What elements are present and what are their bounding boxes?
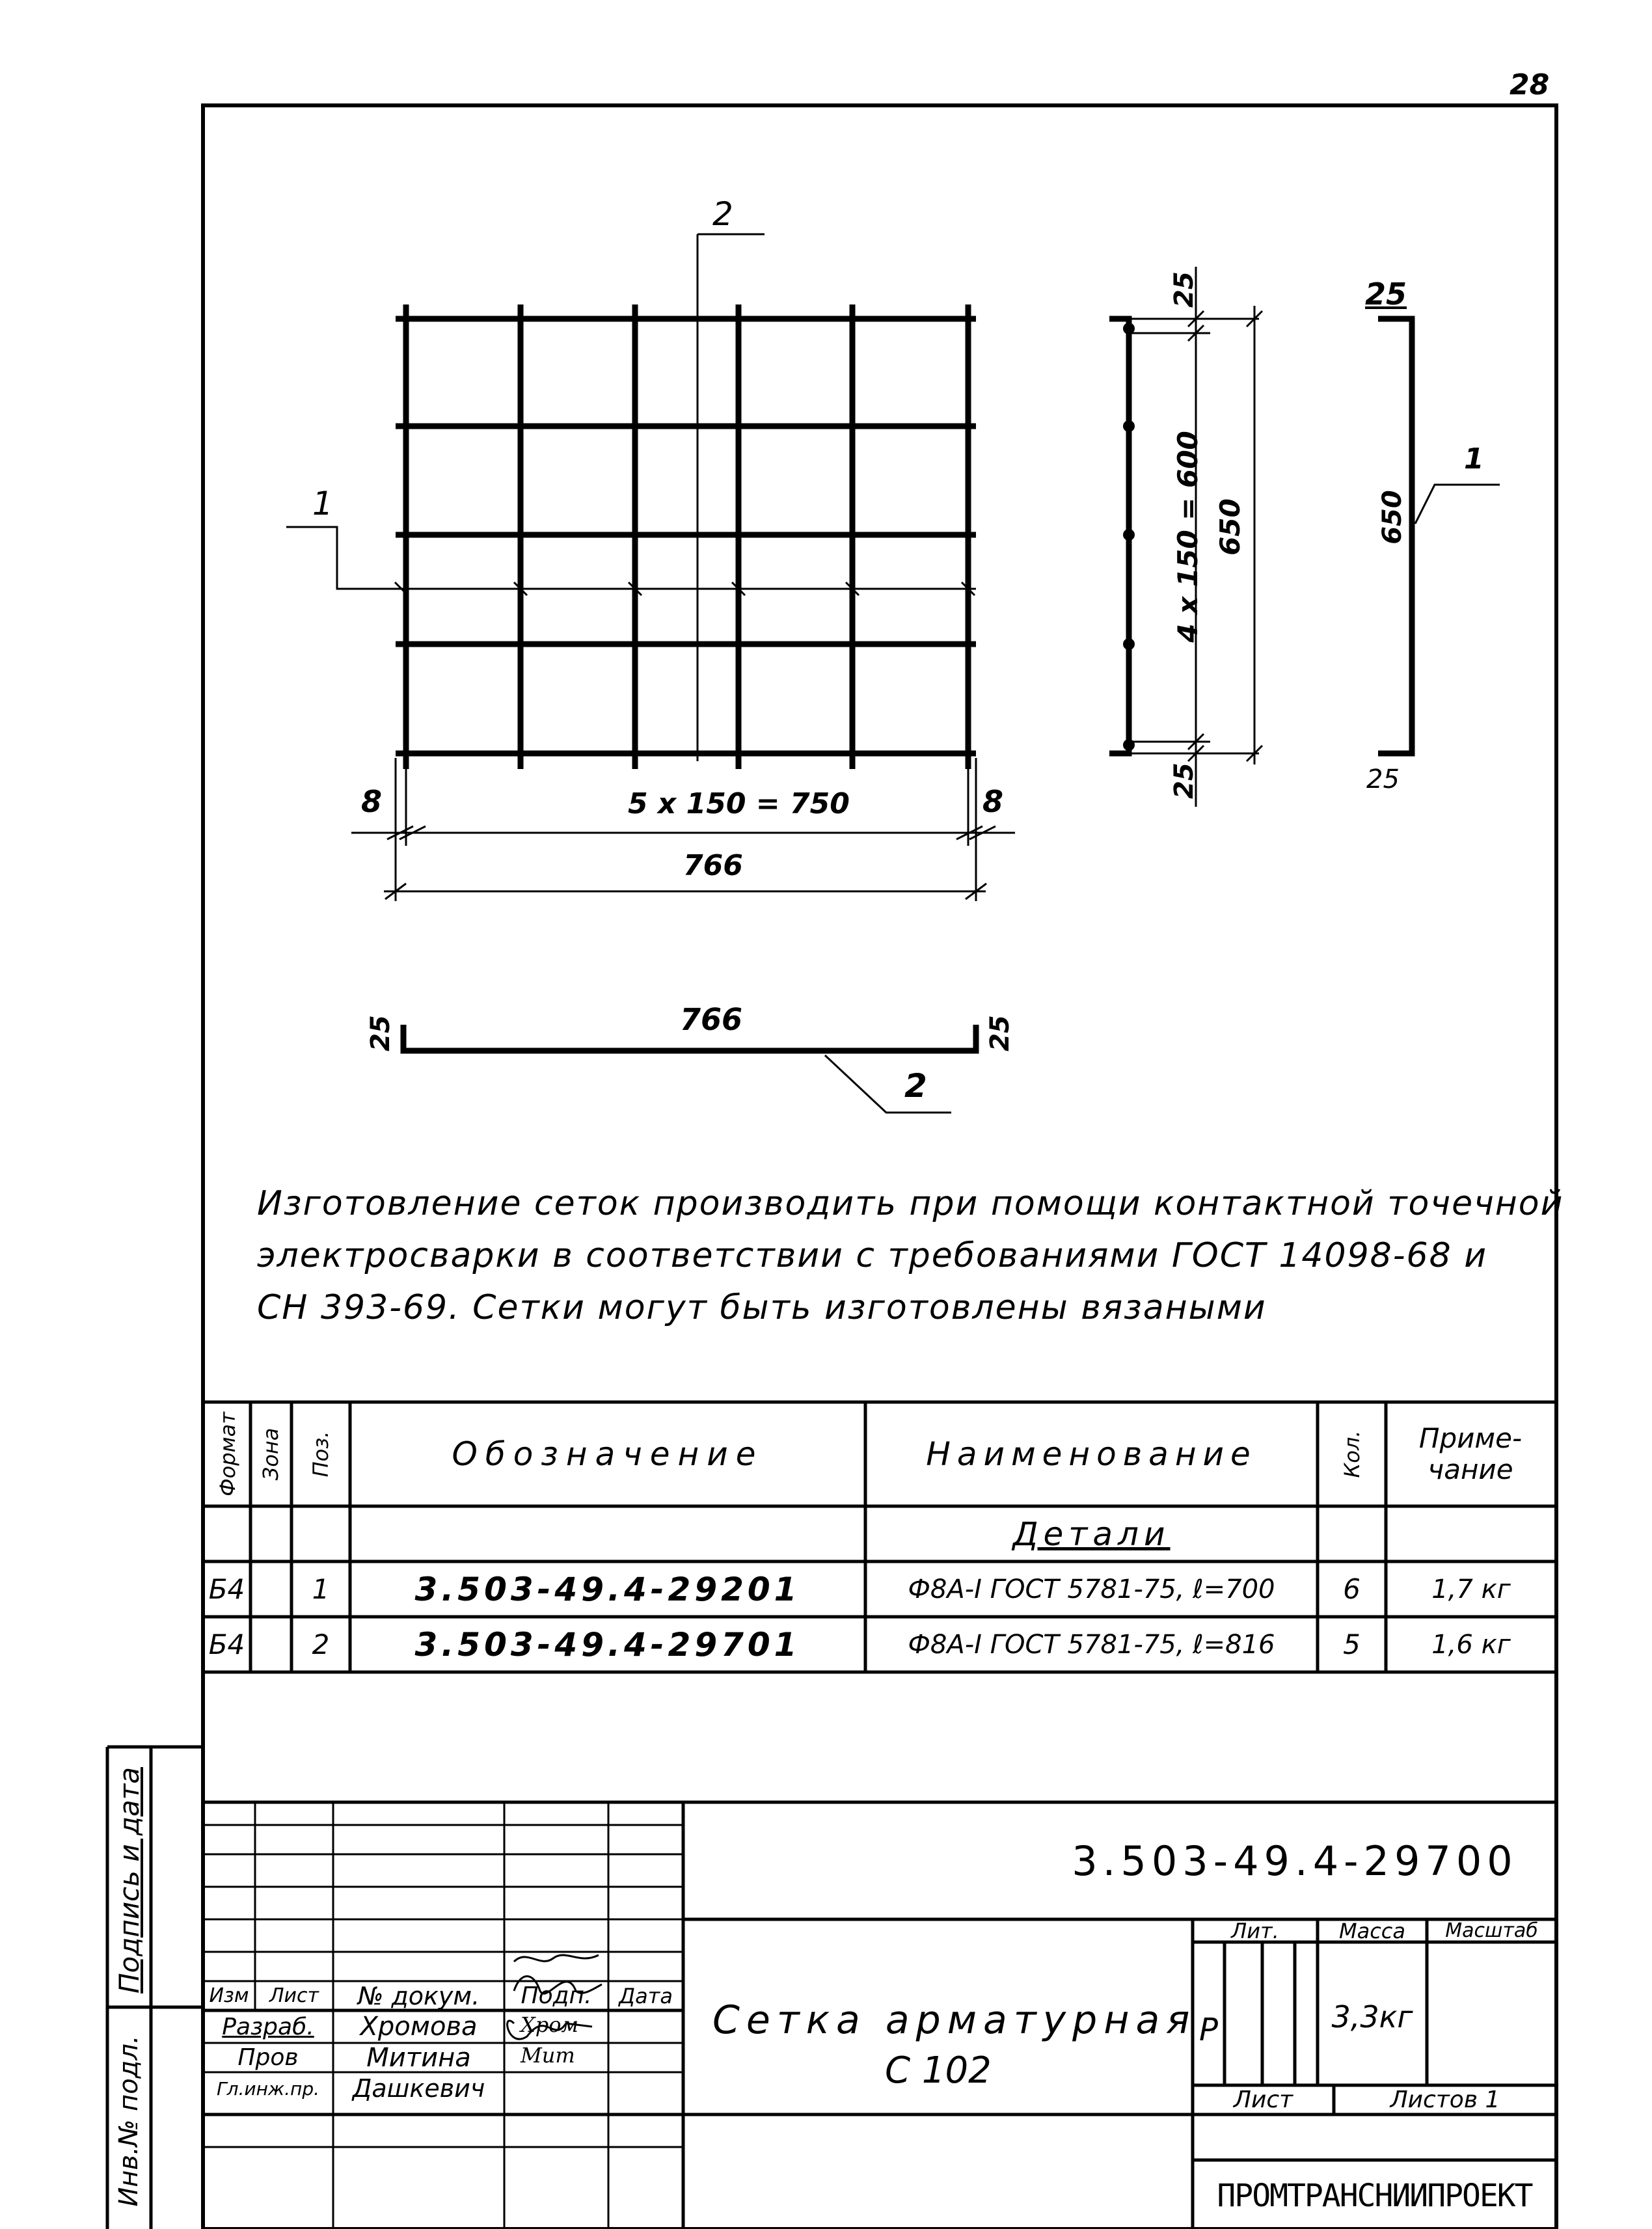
mesh-pos-2-label: 2	[712, 195, 733, 233]
signature-khromova	[514, 1955, 599, 1962]
side-stamp-inv-no: Инв.№ подл.	[114, 2035, 144, 2207]
row2-note: 1,6 кг	[1431, 1629, 1511, 1660]
row1-format: Б4	[208, 1573, 245, 1605]
mesh-pos-1-label: 1	[312, 485, 333, 522]
page-number: 28	[1510, 68, 1550, 101]
hdr-sign: Подп.	[521, 1982, 592, 2009]
hdr-designation: Обозначение	[452, 1435, 764, 1473]
hdr-name: Наименование	[926, 1435, 1257, 1473]
section-title: Детали	[1012, 1515, 1171, 1553]
mesh-dim-total: 766	[683, 849, 743, 882]
row1-note: 1,7 кг	[1431, 1574, 1511, 1604]
note-line-1: Изготовление сеток производить при помощи контактной точечной	[257, 1184, 1564, 1223]
side-dim-bottom: 25	[1169, 763, 1199, 799]
name-developer: Хромова	[360, 2012, 478, 2042]
mass-label: Масса	[1338, 1918, 1405, 1943]
bar2-pos-label: 2	[904, 1067, 927, 1105]
role-chief-engineer: Гл.инж.пр.	[216, 2077, 319, 2100]
signature-1-text: Хром	[521, 2012, 579, 2037]
hdr-note: Приме-чание	[1418, 1422, 1523, 1485]
side-stamp-sign-date: Подпись и дата	[113, 1767, 145, 1993]
side-dim-top: 25	[1169, 271, 1199, 308]
mesh-dim-right: 8	[982, 784, 1004, 819]
hdr-list: Лист	[269, 1984, 319, 2007]
role-checker: Пров	[237, 2044, 299, 2071]
scale-label: Масштаб	[1445, 1919, 1538, 1942]
bar1-dim-top: 25	[1365, 277, 1407, 312]
sheets-label: Листов 1	[1390, 2087, 1500, 2113]
side-dim-span: 4 x 150 = 600	[1171, 431, 1204, 643]
hdr-pos: Поз.	[308, 1431, 333, 1478]
bar2-dim-left: 25	[366, 1015, 396, 1051]
doc-code: 3.503-49.4-29700	[1072, 1837, 1518, 1885]
row1-pos: 1	[312, 1573, 330, 1605]
hdr-date: Дата	[619, 1983, 673, 2008]
row2-name: Ф8А-I ГОСТ 5781-75, ℓ=816	[908, 1629, 1275, 1660]
role-developer: Разраб.	[222, 2013, 314, 2040]
signature-2-text: Мит	[521, 2043, 575, 2068]
name-checker: Митина	[366, 2042, 471, 2073]
hdr-doc: № докум.	[357, 1981, 480, 2010]
row2-qty: 5	[1343, 1628, 1361, 1660]
row2-pos: 2	[312, 1628, 330, 1660]
name-chief-engineer: Дашкевич	[352, 2074, 485, 2103]
hdr-qty: Кол.	[1340, 1430, 1364, 1478]
note-line-3: СН 393-69. Сетки могут быть изготовлены вязаными	[257, 1288, 1267, 1327]
bar1-pos-label: 1	[1464, 442, 1484, 476]
row1-name: Ф8А-I ГОСТ 5781-75, ℓ=700	[908, 1574, 1275, 1604]
title-line-2: С 102	[885, 2049, 992, 2092]
hdr-zone: Зона	[258, 1427, 283, 1481]
sheet-label: Лист	[1233, 2087, 1293, 2113]
title-line-1: Сетка арматурная	[712, 1997, 1197, 2043]
note-line-2: электросварки в соответствии с требованиями ГОСТ 14098-68 и	[257, 1236, 1488, 1275]
lit-label: Лит.	[1231, 1918, 1279, 1943]
mesh-dim-span: 5 x 150 = 750	[628, 787, 850, 820]
bar1-dim-bottom: 25	[1366, 764, 1400, 794]
bar1-dim-len: 650	[1377, 490, 1407, 545]
mass-value: 3,3кг	[1331, 1999, 1413, 2034]
row2-format: Б4	[208, 1628, 245, 1660]
bar2-dim-len: 766	[680, 1002, 743, 1037]
lit-value: Р	[1199, 2012, 1218, 2048]
side-dim-total: 650	[1213, 498, 1246, 556]
mesh-longitudinal-bars	[396, 319, 976, 753]
bar2-dim-right: 25	[985, 1015, 1015, 1051]
hdr-izm: Изм	[209, 1984, 249, 2007]
hdr-format: Формат	[215, 1412, 240, 1496]
bar2-leader	[825, 1055, 951, 1113]
bar1-leader	[1415, 485, 1500, 524]
row1-designation: 3.503-49.4-29201	[414, 1570, 801, 1608]
organization-name: ПРОМТРАНСНИИПРОЕКТ	[1217, 2178, 1532, 2214]
mesh-dim-left: 8	[361, 784, 383, 819]
row2-designation: 3.503-49.4-29701	[414, 1625, 801, 1664]
row1-qty: 6	[1343, 1573, 1361, 1605]
section-mark-2	[697, 234, 765, 761]
